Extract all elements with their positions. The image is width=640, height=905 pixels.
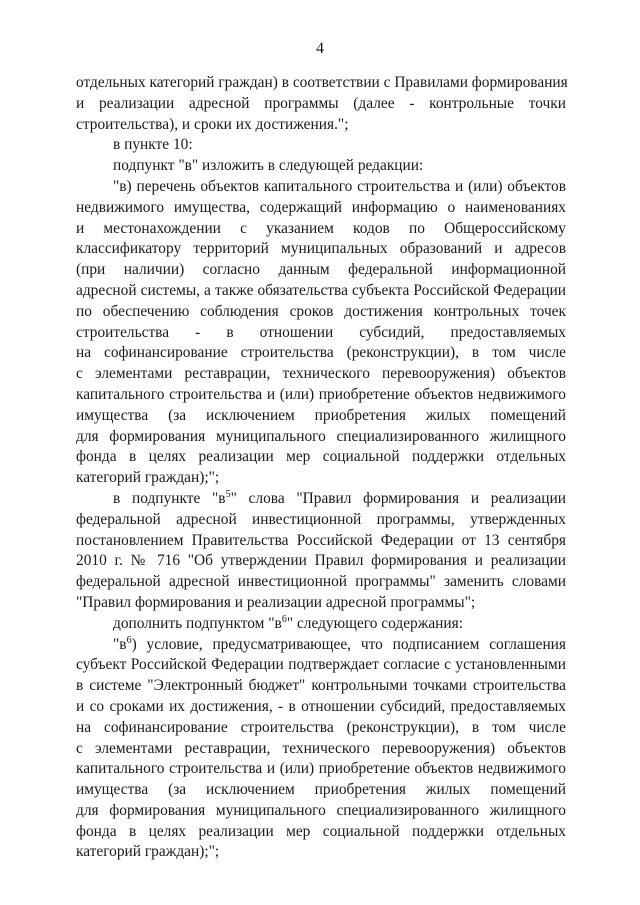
- text-line: недвижимого имущества, содержащий информацию о наименованиях: [76, 198, 566, 216]
- text-line: строительства - в отношении субсидий, предоставляемых: [76, 323, 566, 341]
- text-line: (при наличии) согласно данным федеральной информационной: [76, 261, 566, 279]
- text-line: 2010 г. № 716 "Об утверждении Правил формирования и реализации: [76, 552, 566, 570]
- text-line: строительства), и сроки их достижения.";: [76, 115, 349, 133]
- text-line: для формирования муниципального специализированного жилищного: [76, 801, 566, 819]
- text-line: [76, 489, 566, 510]
- text-line: и со сроками их достижения, - в отношении субсидий, предоставляемых: [76, 697, 566, 715]
- text-line: субъект Российской Федерации подтверждает согласие с установленными: [76, 656, 566, 674]
- text-line: подпункт "в" изложить в следующей редакции:: [113, 157, 424, 175]
- text-line: с элементами реставрации, технического перевооружения) объектов: [76, 365, 566, 383]
- superscript: 6: [126, 634, 132, 646]
- text-segment: дополнить подпунктом "в: [113, 614, 282, 632]
- text-line: и местонахождении с указанием кодов по Общероссийскому: [76, 219, 566, 237]
- text-line: имущества (за исключением приобретения жилых помещений: [76, 781, 566, 799]
- text-line: фонда в целях реализации мер социальной поддержки отдельных: [76, 822, 566, 840]
- text-line: "в) перечень объектов капитального строительства и (или) объектов: [113, 177, 566, 195]
- text-line: "Правил формирования и реализации адресной программы";: [76, 593, 476, 611]
- text-line: постановлением Правительства Российской Федерации от 13 сентября: [76, 531, 566, 549]
- text-segment: в подпункте "в: [113, 489, 226, 507]
- document-body: [76, 73, 566, 863]
- text-line: имущества (за исключением приобретения жилых помещений: [76, 406, 566, 424]
- text-segment: "в: [113, 635, 127, 653]
- text-segment: " слова "Правил формирования и реализации: [230, 489, 566, 507]
- page-number: 4: [316, 40, 324, 57]
- text-line: федеральной адресной инвестиционной программы" заменить словами: [76, 573, 566, 591]
- text-line: классификатору территорий муниципальных образований и адресов: [76, 240, 566, 258]
- text-line: фонда в целях реализации мер социальной поддержки отдельных: [76, 448, 566, 466]
- text-line: категорий граждан);";: [76, 469, 220, 487]
- text-line: капитального строительства и (или) приобретение объектов недвижимого: [76, 385, 566, 403]
- text-line: на софинансирование строительства (реконструкции), в том числе: [76, 718, 566, 736]
- text-line: капитального строительства и (или) приобретение объектов недвижимого: [76, 760, 566, 778]
- superscript: 5: [225, 488, 231, 500]
- text-line: отдельных категорий граждан) в соответствии с Правилами формирования: [76, 74, 568, 91]
- text-line: в пункте 10:: [113, 136, 193, 154]
- superscript: 6: [281, 613, 287, 625]
- text-line: и реализации адресной программы (далее - контрольные точки: [76, 94, 566, 112]
- text-line: на софинансирование строительства (реконструкции), в том числе: [76, 344, 566, 362]
- text-line: категорий граждан);";: [76, 843, 220, 861]
- text-segment: ) условие, предусматривающее, что подписанием соглашения: [131, 635, 566, 653]
- text-line: для формирования муниципального специализированного жилищного: [76, 427, 566, 445]
- text-line: адресной системы, а также обязательства субъекта Российской Федерации: [76, 281, 566, 299]
- text-segment: " следующего содержания:: [286, 614, 464, 632]
- text-line: в системе "Электронный бюджет" контрольными точками строительства: [76, 677, 566, 695]
- text-line: [76, 614, 566, 635]
- text-line: [76, 635, 566, 656]
- text-line: по обеспечению соблюдения сроков достижения контрольных точек: [76, 302, 566, 320]
- text-line: с элементами реставрации, технического перевооружения) объектов: [76, 739, 566, 757]
- text-line: федеральной адресной инвестиционной программы, утвержденных: [76, 510, 566, 528]
